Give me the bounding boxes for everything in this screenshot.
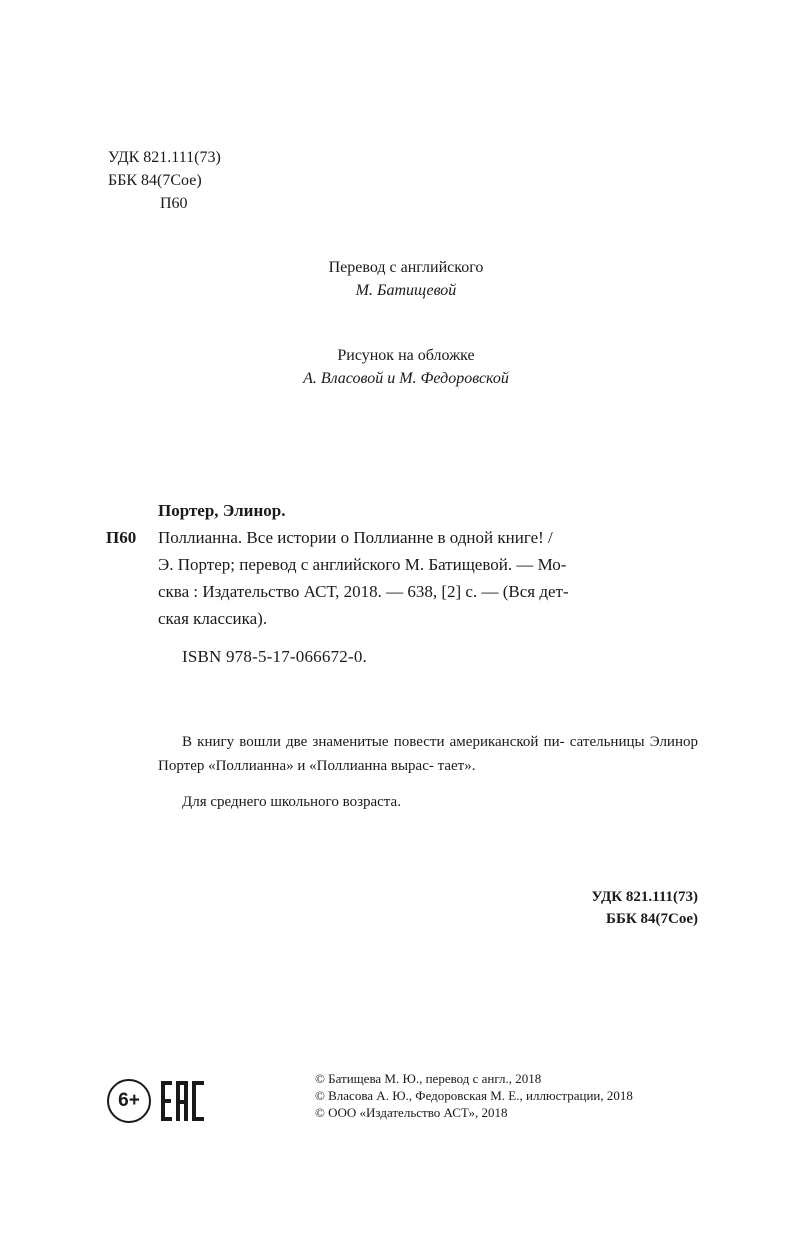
age-recommendation: Для среднего школьного возраста. [182,794,401,810]
biblio-line: Поллианна. Все истории о Поллианне в одной книге! / [158,528,553,547]
annotation [158,730,698,778]
cover-artists: А. Власовой и М. Федоровской [303,370,509,387]
bibliographic-description [158,524,698,632]
author-code-mark: П60 [106,528,137,547]
age-rating-badge: 6+ [107,1079,151,1123]
bbk-code-right: ББК 84(7Сое) [606,911,698,927]
translation-credit [13,256,786,302]
biblio-line: сква : Издательство АСТ, 2018. — 638, [2] с. — (Вся дет- [158,582,569,601]
classification-codes [108,146,221,215]
copyright-line: © Батищева М. Ю., перевод с англ., 2018 [315,1071,542,1086]
copyright-notice [315,1070,633,1121]
annotation-line: тает». [437,758,476,774]
author-code: П60 [160,195,188,212]
copyright-line: © ООО «Издательство АСТ», 2018 [315,1105,508,1120]
translation-label: Перевод с английского [328,259,484,276]
udk-code: УДК 821.111(73) [108,149,221,166]
biblio-line: Э. Портер; перевод с английского М. Батищевой. — Мо- [158,555,567,574]
eac-logo-icon [160,1078,206,1124]
isbn: ISBN 978-5-17-066672-0. [182,647,367,666]
annotation-line: сательницы Элинор Портер «Поллианна» и «Поллианна вырас- [158,734,698,774]
udk-code-right: УДК 821.111(73) [591,889,698,905]
cover-credit [13,344,786,390]
cover-label: Рисунок на обложке [337,347,475,364]
bbk-code: ББК 84(7Сое) [108,172,202,189]
translator-name: М. Батищевой [355,282,457,299]
annotation-line: В книгу вошли две знаменитые повести американской пи- [182,734,565,750]
copyright-line: © Власова А. Ю., Федоровская М. Е., иллюстрации, 2018 [315,1088,633,1103]
biblio-line: ская классика). [158,609,268,628]
classification-codes-right [591,886,698,930]
author-heading: Портер, Элинор. [158,501,286,520]
